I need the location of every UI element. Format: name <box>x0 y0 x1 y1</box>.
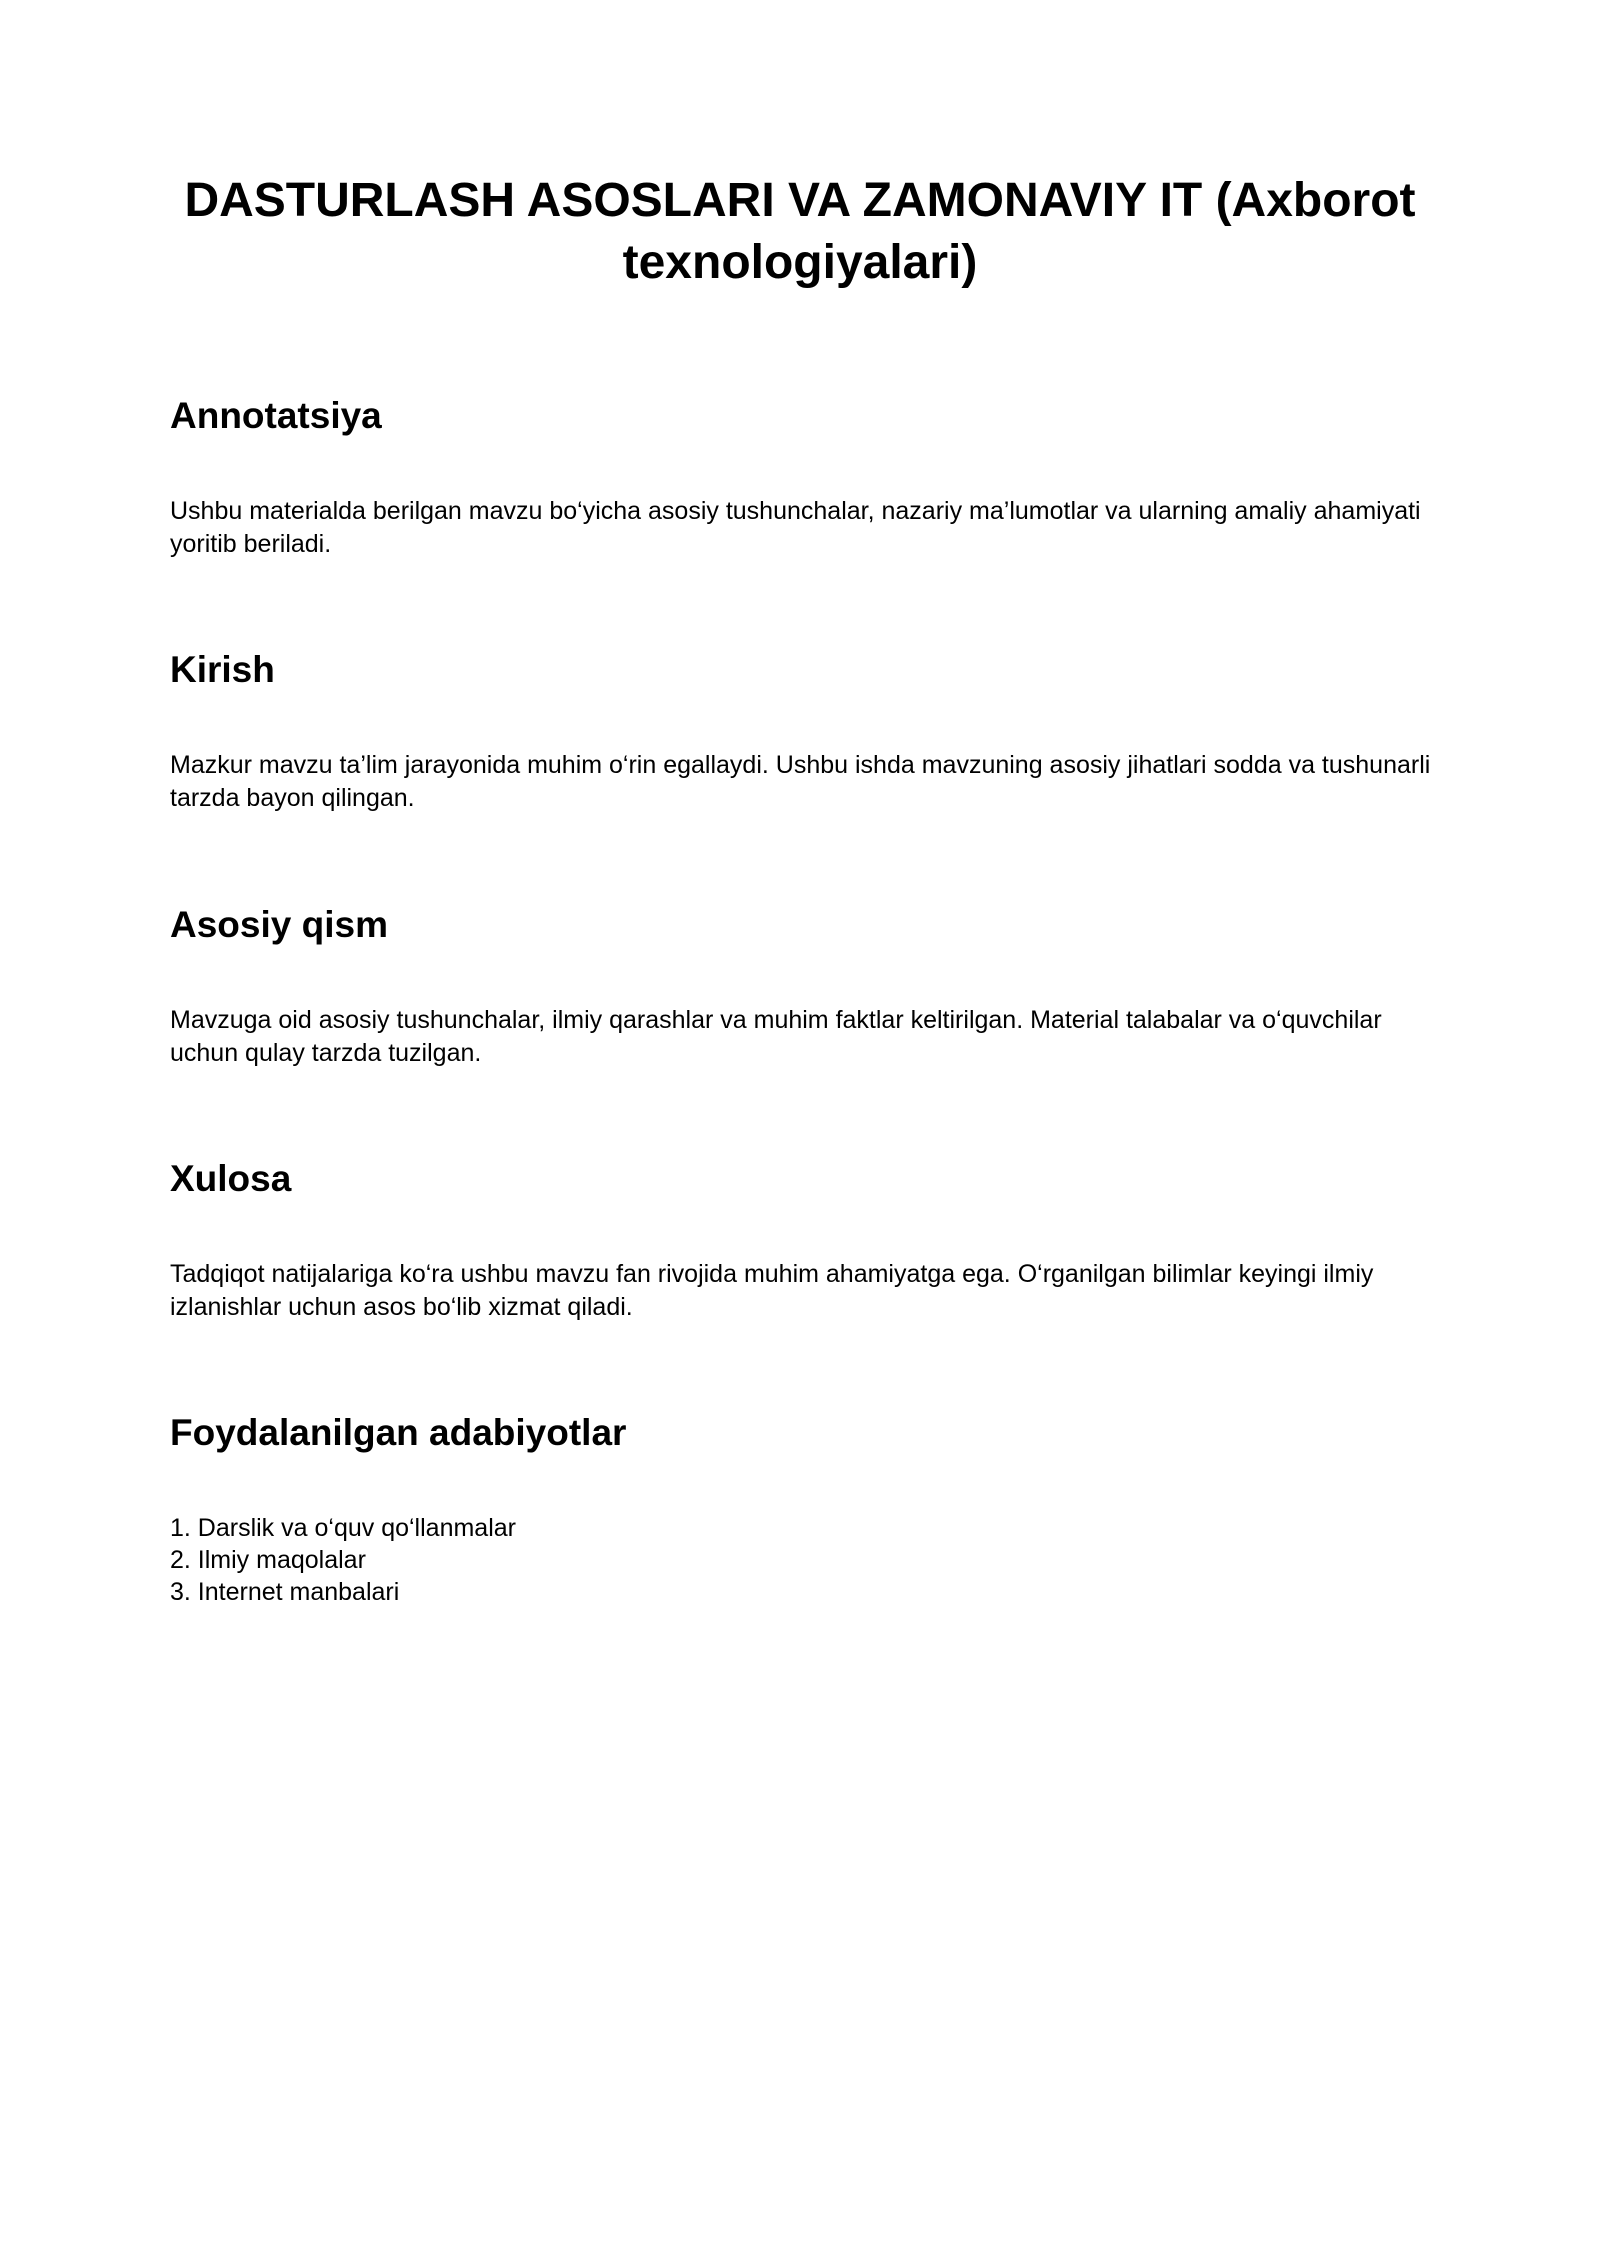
section-foydalanilgan-adabiyotlar <box>170 1411 1450 1606</box>
section-annotatsiya <box>170 394 1450 558</box>
reference-item: 3. Internet manbalari <box>170 1578 400 1606</box>
document-title: DASTURLASH ASOSLARI VA ZAMONAVIY IT (Axborot texnologiyalari) <box>184 174 1416 289</box>
section-heading: Xulosa <box>170 1158 292 1199</box>
section-heading: Kirish <box>170 649 275 690</box>
section-body: Mavzuga oid asosiy tushunchalar, ilmiy qarashlar va muhim faktlar keltirilgan. Material talabalar va o‘quvchilar uchun qulay tarzda tuzilgan. <box>170 1006 1382 1067</box>
section-asosiy-qism <box>170 903 1450 1067</box>
reference-item: 2. Ilmiy maqolalar <box>170 1546 366 1574</box>
section-heading: Foydalanilgan adabiyotlar <box>170 1412 627 1453</box>
section-heading: Asosiy qism <box>170 904 388 945</box>
section-body: Tadqiqot natijalariga ko‘ra ushbu mavzu fan rivojida muhim ahamiyatga ega. O‘rganilgan bilimlar keyingi ilmiy izlanishlar uchun asos bo‘lib xizmat qiladi. <box>170 1260 1374 1321</box>
section-xulosa <box>170 1157 1450 1321</box>
section-kirish <box>170 648 1450 812</box>
reference-item: 1. Darslik va o‘quv qo‘llanmalar <box>170 1514 516 1542</box>
reference-list <box>170 1512 1440 1608</box>
section-body: Mazkur mavzu ta’lim jarayonida muhim o‘rin egallaydi. Ushbu ishda mavzuning asosiy jihatlari sodda va tushunarli tarzda bayon qilingan. <box>170 751 1431 812</box>
section-body: Ushbu materialda berilgan mavzu bo‘yicha asosiy tushunchalar, nazariy ma’lumotlar va ularning amaliy ahamiyati yoritib beriladi. <box>170 497 1421 558</box>
section-heading: Annotatsiya <box>170 395 382 436</box>
